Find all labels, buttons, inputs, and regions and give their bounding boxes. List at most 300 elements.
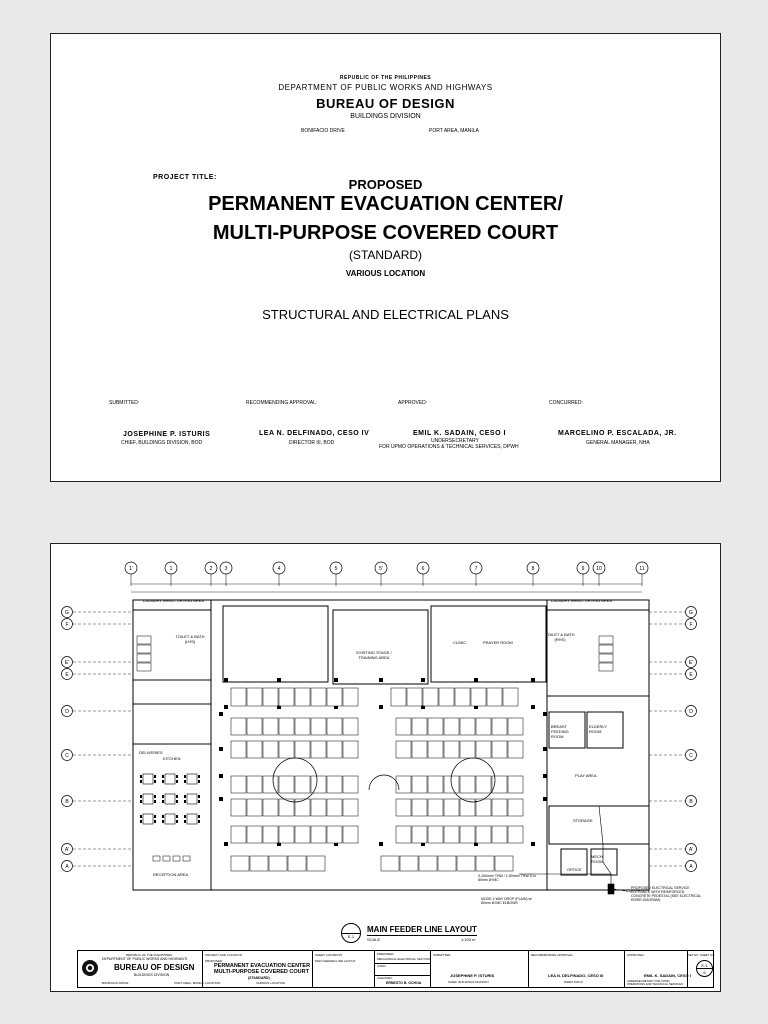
structural-column xyxy=(543,712,547,716)
tb-recommending-name: LEA N. DELFINADO, CESO III xyxy=(548,973,604,978)
cot xyxy=(250,856,268,871)
cot xyxy=(231,856,249,871)
cot xyxy=(231,688,246,706)
cot xyxy=(492,799,507,816)
tb-sheet-contents-label: SHEET CONTENTS xyxy=(315,953,343,957)
cot xyxy=(327,826,342,843)
project-title-line1: PERMANENT EVACUATION CENTER/ xyxy=(208,193,563,215)
cot xyxy=(295,741,310,758)
grid-label-side: E xyxy=(65,672,69,678)
dining-chair xyxy=(154,820,156,823)
approved-name: EMIL K. SADAIN, CESO I xyxy=(413,430,506,437)
grid-label-top: 10 xyxy=(596,566,602,572)
tb-sheet-total: 6 xyxy=(703,970,706,975)
grid-label-side: A' xyxy=(64,847,70,853)
grid-label-side: D xyxy=(65,709,69,715)
laundry-right-label: LAUNDRY AREA / DRYING AREA xyxy=(551,598,613,603)
dining-table xyxy=(165,814,175,824)
cot xyxy=(492,741,507,758)
cot xyxy=(428,776,443,793)
structural-column xyxy=(531,842,535,846)
dining-table xyxy=(165,794,175,804)
grid-label-side: E xyxy=(689,672,693,678)
cot xyxy=(412,741,427,758)
toilet-stall xyxy=(599,663,613,671)
cot xyxy=(476,776,491,793)
toilet-stall xyxy=(137,654,151,662)
dining-chair xyxy=(140,780,142,783)
grid-label-side: B xyxy=(65,799,69,805)
tb-location-label: LOCATION: xyxy=(205,981,221,985)
toilet-stall xyxy=(137,636,151,644)
structural-column xyxy=(531,705,535,709)
cot xyxy=(343,826,358,843)
structural-column xyxy=(219,797,223,801)
cot xyxy=(247,826,262,843)
cot xyxy=(327,688,342,706)
grid-label-side: C xyxy=(65,753,69,759)
cot xyxy=(428,741,443,758)
toilet-stall xyxy=(599,645,613,653)
grid-label-side: A xyxy=(65,864,69,870)
grid-label-top: 8 xyxy=(531,566,535,572)
dining-chair xyxy=(162,780,164,783)
structural-column xyxy=(224,842,228,846)
tb-division: BUILDINGS DIVISION xyxy=(134,973,170,977)
dining-chair xyxy=(176,775,178,778)
cot xyxy=(279,718,294,735)
dining-table xyxy=(187,794,197,804)
grid-label-side: D xyxy=(689,709,693,715)
left-service-rooms xyxy=(223,606,328,682)
cot xyxy=(457,856,475,871)
cot xyxy=(288,856,306,871)
reception-chair xyxy=(183,856,190,861)
section-mark-label: E-1 xyxy=(347,934,355,939)
kitchen-room xyxy=(133,704,211,744)
cot xyxy=(508,741,523,758)
dining-chair xyxy=(162,820,164,823)
dining-chair xyxy=(140,815,142,818)
reception-chair xyxy=(153,856,160,861)
cot xyxy=(439,688,454,706)
cot xyxy=(263,688,278,706)
cot xyxy=(311,688,326,706)
cot xyxy=(455,688,470,706)
cot xyxy=(412,799,427,816)
mech-room-label: MECH. ROOM xyxy=(591,854,604,864)
plan-sheet xyxy=(50,543,721,992)
tb-sheet-label: SHEET NO. xyxy=(700,953,716,957)
cot xyxy=(508,718,523,735)
grid-label-side: A' xyxy=(688,847,694,853)
concurred-name: MARCELINO P. ESCALADA, JR. xyxy=(558,430,677,437)
proposed-label: PROPOSED xyxy=(348,177,423,192)
dining-chair xyxy=(140,820,142,823)
cot xyxy=(247,776,262,793)
recommending-title: DIRECTOR III, BOD xyxy=(289,440,335,446)
cot xyxy=(343,741,358,758)
title-block xyxy=(77,950,714,988)
cot xyxy=(231,718,246,735)
dining-chair xyxy=(184,800,186,803)
approved-title1: UNDERSECRETARY xyxy=(431,438,479,444)
cot xyxy=(419,856,437,871)
dining-table xyxy=(187,774,197,784)
cot xyxy=(263,826,278,843)
cot xyxy=(343,718,358,735)
cot xyxy=(311,826,326,843)
grid-label-side: E' xyxy=(688,660,694,666)
cot xyxy=(307,856,325,871)
grid-label-top: 5 xyxy=(334,566,338,572)
structural-column xyxy=(474,678,478,682)
cover-sheet xyxy=(50,33,721,482)
feeder-note: 3-100mm² THW / 1-50mm² THW-G in 80mm Ø IMC xyxy=(478,874,537,882)
department-label: DEPARTMENT OF PUBLIC WORKS AND HIGHWAYS xyxy=(278,83,493,92)
toilet-left-label: TOILET & BATH (LHS) xyxy=(175,634,205,644)
cot xyxy=(311,718,326,735)
grid-label-top: 1' xyxy=(129,566,133,572)
cot xyxy=(508,826,523,843)
cot xyxy=(508,776,523,793)
submitted-title: CHIEF, BUILDINGS DIVISION, BOD xyxy=(121,440,203,446)
grid-label-side: G xyxy=(65,610,69,616)
cot xyxy=(476,856,494,871)
cot xyxy=(444,718,459,735)
cot xyxy=(263,799,278,816)
cot xyxy=(343,688,358,706)
cot xyxy=(231,741,246,758)
recommending-name: LEA N. DELFINADO, CESO IV xyxy=(259,430,370,437)
cot xyxy=(476,826,491,843)
structural-column xyxy=(421,678,425,682)
cot xyxy=(247,688,262,706)
dining-chair xyxy=(184,775,186,778)
toilet-stall xyxy=(137,645,151,653)
clinic-label: CLINIC xyxy=(453,640,467,645)
cot xyxy=(295,688,310,706)
dining-table xyxy=(143,794,153,804)
tb-set-label: SET NO. xyxy=(688,953,700,957)
cot xyxy=(476,718,491,735)
tb-recommending-title: DIRECTOR III xyxy=(564,980,583,984)
breast-feeding-label: BREAST FEEDING ROOM xyxy=(551,724,569,739)
republic-label: REPUBLIC OF THE PHILIPPINES xyxy=(339,75,432,81)
reception-chair xyxy=(173,856,180,861)
cot xyxy=(295,776,310,793)
dining-chair xyxy=(176,800,178,803)
reception-area-label: RECEPTION AREA xyxy=(153,872,189,877)
structural-column xyxy=(543,774,547,778)
structural-column xyxy=(219,747,223,751)
tb-project-line1: PERMANENT EVACUATION CENTER xyxy=(214,963,311,969)
toilet-right-label: TOILET & BATH (RHS) xyxy=(545,632,575,642)
structural-column xyxy=(379,678,383,682)
right-wing-wall xyxy=(547,600,649,890)
grid-label-top: 4 xyxy=(277,566,281,572)
outer-wall xyxy=(133,600,649,890)
dining-chair xyxy=(198,820,200,823)
cot xyxy=(495,856,513,871)
dining-chair xyxy=(198,815,200,818)
dining-chair xyxy=(184,820,186,823)
cot xyxy=(279,741,294,758)
deliveries-label: DELIVERIES xyxy=(139,750,163,755)
structural-column xyxy=(224,678,228,682)
dining-table xyxy=(165,774,175,784)
tb-location-value: VARIOUS LOCATION xyxy=(256,981,286,985)
cot xyxy=(444,826,459,843)
approved-title2: FOR UPMO OPERATIONS & TECHNICAL SERVICES, DPWH xyxy=(379,444,519,450)
grid-label-side: A xyxy=(689,864,693,870)
dining-chair xyxy=(184,815,186,818)
cot xyxy=(444,799,459,816)
grid-label-side: E' xyxy=(64,660,70,666)
stage-label: EXISTING STAGE / TRAINING AREA xyxy=(356,650,392,660)
cot xyxy=(396,799,411,816)
cot xyxy=(343,799,358,816)
center-arch xyxy=(369,775,399,790)
tb-sheet-badge xyxy=(696,960,713,977)
structural-column xyxy=(277,678,281,682)
cot xyxy=(503,688,518,706)
concurred-title: GENERAL MANAGER, NHA xyxy=(586,440,650,446)
dining-chair xyxy=(154,775,156,778)
dining-chair xyxy=(154,815,156,818)
tb-address-right: PORT AREA, MANILA xyxy=(174,981,204,985)
dining-chair xyxy=(140,775,142,778)
stage-room xyxy=(333,610,428,684)
grid-label-top: 7 xyxy=(474,566,478,572)
tb-submitted-label: SUBMITTED: xyxy=(433,953,452,957)
cot xyxy=(231,826,246,843)
grid-label-top: 9 xyxy=(581,566,585,572)
reception-chair xyxy=(163,856,170,861)
plan-title-underline xyxy=(367,935,477,936)
dining-chair xyxy=(198,780,200,783)
cot xyxy=(412,776,427,793)
dining-chair xyxy=(176,820,178,823)
dining-table xyxy=(187,814,197,824)
dining-chair xyxy=(140,800,142,803)
tb-submitted-name: JOSEPHINE P. ISTURIS xyxy=(450,973,495,978)
cot xyxy=(279,826,294,843)
cot xyxy=(343,776,358,793)
tb-checked-label: CHECKED: xyxy=(377,976,393,980)
grid-label-top: 2 xyxy=(209,566,213,572)
cot xyxy=(311,741,326,758)
dining-chair xyxy=(154,780,156,783)
tb-project-label: PROJECT AND LOCATION xyxy=(205,953,242,957)
cot xyxy=(428,718,443,735)
office-label: OFFICE xyxy=(567,867,582,872)
storage-room xyxy=(549,806,649,844)
cot xyxy=(444,741,459,758)
cot xyxy=(381,856,399,871)
cot xyxy=(460,776,475,793)
structural-column xyxy=(334,678,338,682)
service-pedestal xyxy=(608,884,614,894)
structural-column xyxy=(543,747,547,751)
dining-chair xyxy=(162,815,164,818)
feeder-line xyxy=(599,806,611,890)
tb-republic: REPUBLIC OF THE PHILIPPINES xyxy=(126,953,173,957)
dining-chair xyxy=(154,795,156,798)
concurred-label: CONCURRED: xyxy=(549,400,583,406)
grid-label-top: 6 xyxy=(421,566,425,572)
dining-chair xyxy=(176,780,178,783)
dining-table xyxy=(143,774,153,784)
tb-project-line2: MULTI-PURPOSE COVERED COURT xyxy=(214,969,309,975)
cot xyxy=(396,741,411,758)
plan-title: MAIN FEEDER LINE LAYOUT xyxy=(367,925,477,934)
floor-plan-drawing xyxy=(51,544,720,991)
dining-table xyxy=(143,814,153,824)
toilet-stall xyxy=(137,663,151,671)
location-label: VARIOUS LOCATION xyxy=(345,269,426,278)
cot xyxy=(311,799,326,816)
cot xyxy=(428,826,443,843)
cot xyxy=(508,799,523,816)
plans-label: STRUCTURAL AND ELECTRICAL PLANS xyxy=(262,307,509,322)
dining-chair xyxy=(198,775,200,778)
grid-label-side: G xyxy=(689,610,693,616)
dining-chair xyxy=(176,815,178,818)
kitchen-label: KITCHEN xyxy=(163,756,181,761)
cot xyxy=(460,741,475,758)
grid-label-side: B xyxy=(689,799,693,805)
cot xyxy=(471,688,486,706)
cot xyxy=(247,799,262,816)
grid-label-side: F xyxy=(65,622,69,628)
section-mark xyxy=(341,923,361,943)
scale-value: 1:100 m xyxy=(461,937,476,942)
address-right: PORT AREA, MANILA xyxy=(429,128,479,134)
cot xyxy=(476,741,491,758)
tb-sheet-contents: MAIN FEEDER LINE LAYOUT xyxy=(315,959,356,963)
tb-prepared-value: MECHANICAL-ELECTRICAL SECTION xyxy=(377,957,431,961)
cot xyxy=(311,776,326,793)
cot xyxy=(295,718,310,735)
address-left: BONIFACIO DRIVE xyxy=(301,128,345,134)
cot xyxy=(428,799,443,816)
grid-label-top: 11 xyxy=(639,566,645,572)
structural-column xyxy=(379,705,383,709)
cot xyxy=(400,856,418,871)
cot xyxy=(487,688,502,706)
tb-address-left: BONIFACIO DRIVE xyxy=(102,981,129,985)
cot xyxy=(396,826,411,843)
service-entrance-note: PROPOSED ELECTRICAL SERVICE ENTRANCE WITH REINFORCED CONCRETE PEDESTAL (SEE ELECTRICAL RISER DIAGRAM) xyxy=(631,886,702,902)
structural-column xyxy=(531,678,535,682)
storage-label: STORAGE xyxy=(573,818,593,823)
elderly-room-label: ELDERLY ROOM xyxy=(589,724,607,734)
cot xyxy=(327,776,342,793)
structural-column xyxy=(219,712,223,716)
standard-label: (STANDARD) xyxy=(348,248,423,262)
structural-column xyxy=(379,842,383,846)
structural-column xyxy=(224,705,228,709)
dining-chair xyxy=(162,795,164,798)
recommending-label: RECOMMENDING APPROVAL: xyxy=(246,400,318,406)
cot xyxy=(396,718,411,735)
cot xyxy=(279,688,294,706)
project-title-line2: MULTI-PURPOSE COVERED COURT xyxy=(212,222,559,244)
toilet-right xyxy=(547,610,649,696)
dining-chair xyxy=(184,780,186,783)
structural-column xyxy=(543,797,547,801)
tb-proposed: PROPOSED: xyxy=(205,959,223,963)
grid-label-side: F xyxy=(689,622,693,628)
cot xyxy=(492,826,507,843)
tb-cadd-label: CADD: xyxy=(377,964,387,968)
bureau-label: BUREAU OF DESIGN xyxy=(316,96,455,111)
grid-label-side: C xyxy=(689,753,693,759)
structural-column xyxy=(219,774,223,778)
drop-note: MOOE 4 WAY DROP (PLAIN) w/ 80mm Ø IMC ELBOWS xyxy=(481,897,533,905)
dining-chair xyxy=(162,800,164,803)
division-label: BUILDINGS DIVISION xyxy=(350,113,421,120)
cot xyxy=(263,741,278,758)
tb-approved-label: APPROVED: xyxy=(627,953,645,957)
tb-approved-title: UNDERSECRETARY FOR UPMO OPERATIONS AND TECHNICAL SERVICES xyxy=(627,979,684,987)
play-area-label: PLAY AREA xyxy=(575,773,597,778)
cot xyxy=(231,776,246,793)
tb-sheet-no: E-1 xyxy=(701,963,708,968)
cot xyxy=(460,718,475,735)
tb-checked-value: ERNESTO B. OCHOA xyxy=(386,981,422,985)
toilet-stall xyxy=(599,654,613,662)
tb-prepared-label: PREPARED: xyxy=(377,952,395,956)
tb-approved-name: EMIL K. SADAIN, CESO I xyxy=(644,973,691,978)
dining-chair xyxy=(198,795,200,798)
laundry-left-label: LAUNDRY AREA / DRYING AREA xyxy=(143,598,205,603)
dining-chair xyxy=(184,795,186,798)
cot xyxy=(231,799,246,816)
cot xyxy=(407,688,422,706)
cot xyxy=(460,826,475,843)
cot xyxy=(412,718,427,735)
project-title-label: PROJECT TITLE: xyxy=(153,174,217,181)
cot xyxy=(327,741,342,758)
dining-chair xyxy=(154,800,156,803)
cot xyxy=(412,826,427,843)
scale-label: SCALE xyxy=(367,937,381,942)
cot xyxy=(295,826,310,843)
dining-chair xyxy=(198,800,200,803)
cot xyxy=(269,856,287,871)
cot xyxy=(391,688,406,706)
prayer-room-label: PRAYER ROOM xyxy=(483,640,513,645)
cot xyxy=(279,776,294,793)
submitted-label: SUBMITTED: xyxy=(109,400,140,406)
cot xyxy=(423,688,438,706)
grid-label-top: 5' xyxy=(379,566,383,572)
grid-label-top: 1 xyxy=(169,566,173,572)
cot xyxy=(492,718,507,735)
cot xyxy=(263,718,278,735)
cot xyxy=(247,741,262,758)
tb-submitted-title: CHIEF, BUILDINGS DIVISION xyxy=(448,980,489,984)
grid-label-top: 3 xyxy=(224,566,228,572)
submitted-name: JOSEPHINE P. ISTURIS xyxy=(123,431,211,438)
cot xyxy=(247,718,262,735)
tb-project-line3: (STANDARD) xyxy=(248,976,270,980)
cot xyxy=(438,856,456,871)
cot xyxy=(327,718,342,735)
cot xyxy=(327,799,342,816)
